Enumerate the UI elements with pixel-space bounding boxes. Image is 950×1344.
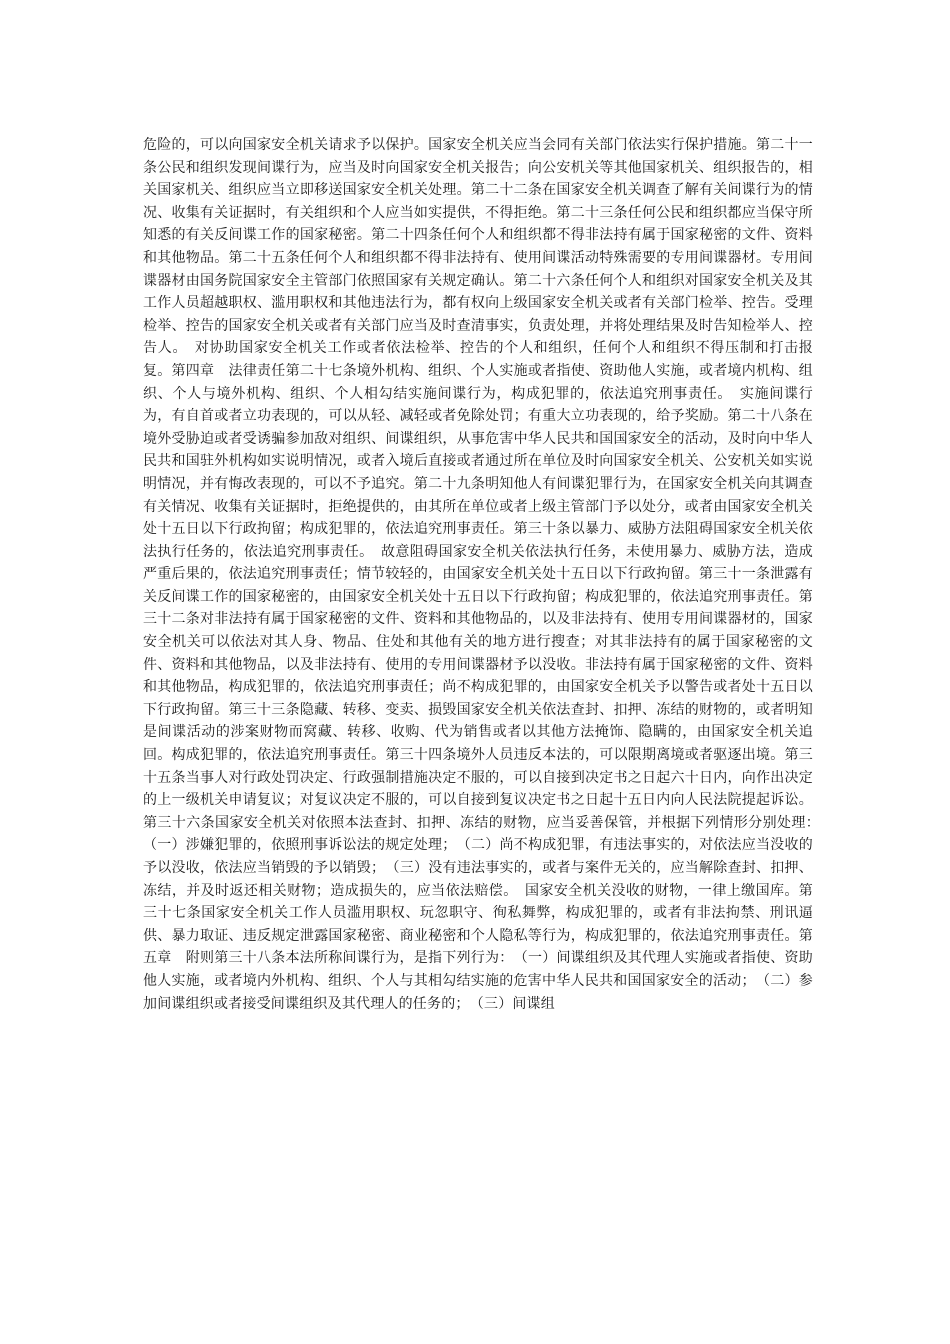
body-text: 危险的，可以向国家安全机关请求予以保护。国家安全机关应当会同有关部门依法实行保护措施。第二十一条公民和组织发现间谍行为，应当及时向国家安全机关报告；向公安机关等其他国家机关、组织报告的，相关国家机关、组织应当立即移送国家安全机关处理。第二十二条在国家安全机关调查了解有关间谍行为的情况、收集有关证据时，有关组织和个人应当如实提供，不得拒绝。第二十三条任何公民和组织都应当保守所知悉的有关反间谍工作的国家秘密。第二十四条任何个人和组织都不得非法持有属于国家秘密的文件、资料和其他物品。第二十五条任何个人和组织都不得非法持有、使用间谍活动特殊需要的专用间谍器材。专用间谍器材由国务院国家安全主管部门依照国家有关规定确认。第二十六条任何个人和组织对国家安全机关及其工作人员超越职权、滥用职权和其他违法行为，都有权向上级国家安全机关或者有关部门检举、控告。受理检举、控告的国家安全机关或者有关部门应当及时查清事实，负责处理，并将处理结果及时告知检举人、控告人。 对协助国家安全机关工作或者依法检举、控告的个人和组织，任何个人和组织不得压制和打击报复。第四章 法律责任第二十七条境外机构、组织、个人实施或者指使、资助他人实施，或者境内机构、组织、个人与境外机构、组织、个人相勾结实施间谍行为，构成犯罪的，依法追究刑事责任。 实施间谍行为，有自首或者立功表现的，可以从轻、减轻或者免除处罚；有重大立功表现的，给予奖励。第二十八条在境外受胁迫或者受诱骗参加敌对组织、间谍组织，从事危害中华人民共和国国家安全的活动，及时向中华人民共和国驻外机构如实说明情况，或者入境后直接或者通过所在单位及时向国家安全机关、公安机关如实说明情况，并有悔改表现的，可以不予追究。第二十九条明知他人有间谍犯罪行为，在国家安全机关向其调查有关情况、收集有关证据时，拒绝提供的，由其所在单位或者上级主管部门予以处分，或者由国家安全机关处十五日以下行政拘留；构成犯罪的，依法追究刑事责任。第三十条以暴力、威胁方法阻碍国家安全机关依法执行任务的，依法追究刑事责任。 故意阻碍国家安全机关依法执行任务，未使用暴力、威胁方法，造成严重后果的，依法追究刑事责任；情节较轻的，由国家安全机关处十五日以下行政拘留。第三十一条泄露有关反间谍工作的国家秘密的，由国家安全机关处十五日以下行政拘留；构成犯罪的，依法追究刑事责任。第三十二条对非法持有属于国家秘密的文件、资料和其他物品的，以及非法持有、使用专用间谍器材的，国家安全机关可以依法对其人身、物品、住处和其他有关的地方进行搜查；对其非法持有的属于国家秘密的文件、资料和其他物品，以及非法持有、使用的专用间谍器材予以没收。非法持有属于国家秘密的文件、资料和其他物品，构成犯罪的，依法追究刑事责任；尚不构成犯罪的，由国家安全机关予以警告或者处十五日以下行政拘留。第三十三条隐藏、转移、变卖、损毁国家安全机关依法查封、扣押、冻结的财物的，或者明知是间谍活动的涉案财物而窝藏、转移、收购、代为销售或者以其他方法掩饰、隐瞒的，由国家安全机关追回。构成犯罪的，依法追究刑事责任。第三十四条境外人员违反本法的，可以限期离境或者驱逐出境。第三十五条当事人对行政处罚决定、行政强制措施决定不服的，可以自接到决定书之日起六十日内，向作出决定的上一级机关申请复议；对复议决定不服的，可以自接到复议决定书之日起十五日内向人民法院提起诉讼。第三十六条国家安全机关对依照本法查封、扣押、冻结的财物，应当妥善保管，并根据下列情形分别处理： （一）涉嫌犯罪的，依照刑事诉讼法的规定处理； （二）尚不构成犯罪，有违法事实的，对依法应当没收的予以没收，依法应当销毁的予以销毁； （三）没有违法事实的，或者与案件无关的，应当解除查封、扣押、冻结，并及时返还相关财物；造成损失的，应当依法赔偿。 国家安全机关没收的财物，一律上缴国库。第三十七条国家安全机关工作人员滥用职权、玩忽职守、徇私舞弊，构成犯罪的，或者有非法拘禁、刑讯逼供、暴力取证、违反规定泄露国家秘密、商业秘密和个人隐私等行为，构成犯罪的，依法追究刑事责任。第五章 附则第三十八条本法所称间谍行为，是指下列行为： （一）间谍组织及其代理人实施或者指使、资助他人实施，或者境内外机构、组织、个人与其相勾结实施的危害中华人民共和国国家安全的活动； （二）参加间谍组织或者接受间谍组织及其代理人的任务的； （三）间谍组 xyxy=(143,137,828,1012)
